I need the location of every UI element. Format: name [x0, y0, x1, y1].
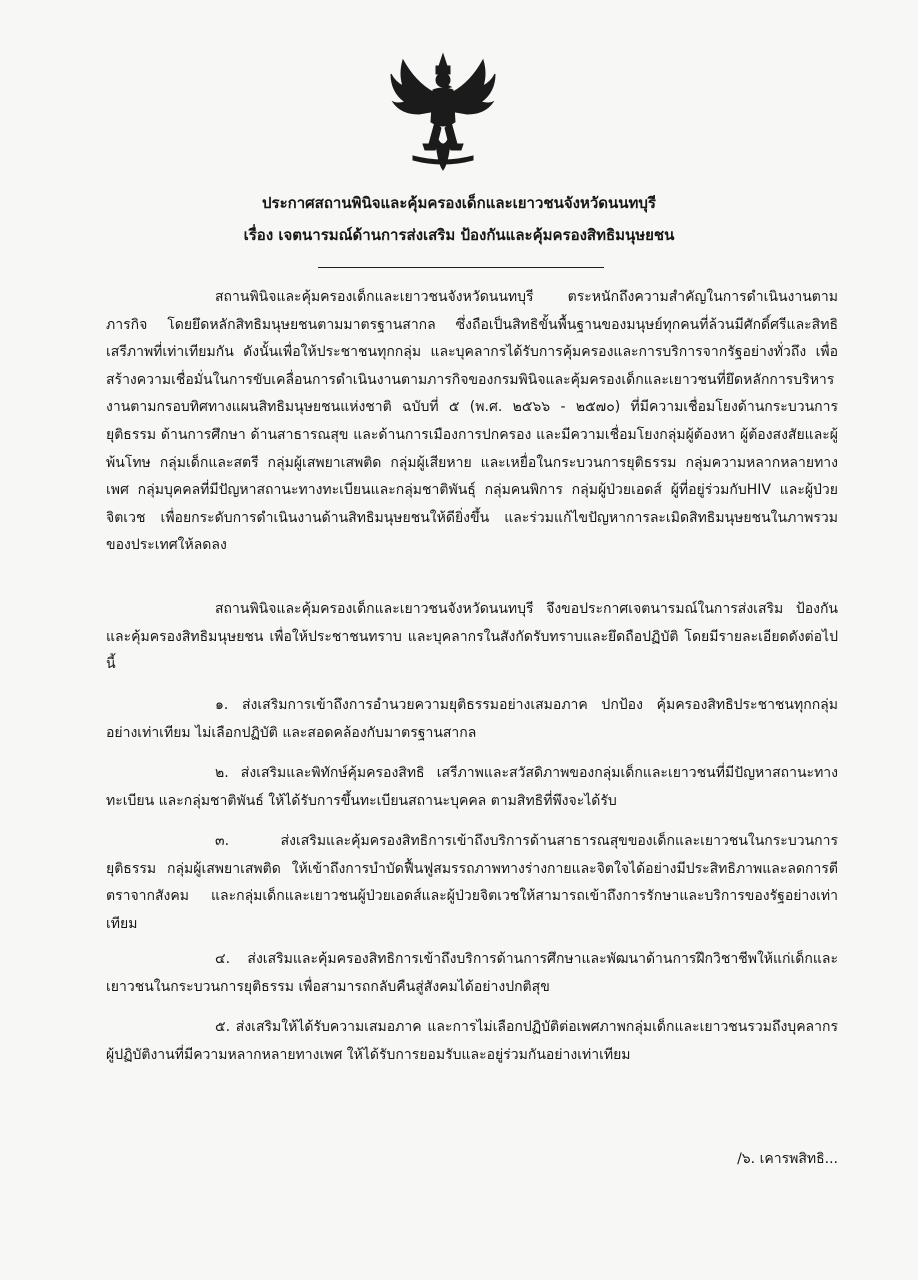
list-item-4: ๔. ส่งเสริมและคุ้มครองสิทธิการเข้าถึงบริการด้านการศึกษาและพัฒนาด้านการฝึกวิชาชีพให้แก่เด็กและเยาวชนในกระบวนการยุติธรรม เพื่อสามารถกลับคืนสู่สังคมได้อย่างปกติสุข: [106, 951, 838, 995]
list-item-5: ๕. ส่งเสริมให้ได้รับความเสมอภาค และการไม่เลือกปฏิบัติต่อเพศภาพกลุ่มเด็กและเยาวชนรวมถึงบุคลากรผู้ปฏิบัติงานที่มีความหลากหลายทางเพศ ให้ได้รับการยอมรับและอยู่ร่วมกันอย่างเท่าเทียม: [106, 1019, 838, 1063]
intro-paragraph: สถานพินิจและคุ้มครองเด็กและเยาวชนจังหวัดนนทบุรี ตระหนักถึงความสำคัญในการดำเนินงานตามภารกิจ โดยยึดหลักสิทธิมนุษยชนตามมาตรฐานสากล ซึ่งถือเป็นสิทธิขั้นพื้นฐานของมนุษย์ทุกคนที่ล้วนมีศักดิ์ศรีและสิทธิเสรีภาพที่เท่าเทียมกัน ดังนั้นเพื่อให้ประชาชนทุกกลุ่ม และบุคลากรได้รับการคุ้มครองและการบริการจากรัฐอย่างทั่วถึง เพื่อสร้างความเชื่อมั่นในการขับเคลื่อนการดำเนินงานตามภารกิจของกรมพินิจและคุ้มครองเด็กและเยาวชนที่ยึดหลักการบริหารงานตามกรอบทิศทางแผนสิทธิมนุษยชนแห่งชาติ ฉบับที่ ๕ (พ.ศ. ๒๕๖๖ - ๒๕๗๐) ที่มีความเชื่อมโยงด้านกระบวนการยุติธรรม ด้านการศึกษา ด้านสาธารณสุข และด้านการเมืองการปกครอง และมีความเชื่อมโยงกลุ่มผู้ต้องหา ผู้ต้องสงสัยและผู้พ้นโทษ กลุ่มเด็กและสตรี กลุ่มผู้เสพยาเสพติด กลุ่มผู้เสียหาย และเหยื่อในกระบวนการยุติธรรม กลุ่มความหลากหลายทางเพศ กลุ่มบุคคลที่มีปัญหาสถานะทางทะเบียนและกลุ่มชาติพันธุ์ กลุ่มคนพิการ กลุ่มผู้ป่วยเอดส์ ผู้ที่อยู่ร่วมกับHIV และผู้ป่วยจิตเวช เพื่อยกระดับการดำเนินงานด้านสิทธิมนุษยชนให้ดียิ่งขึ้น และร่วมแก้ไขปัญหาการละเมิดสิทธิมนุษยชนในภาพรวมของประเทศให้ลดลง: [106, 289, 838, 554]
list-item-3: ๓. ส่งเสริมและคุ้มครองสิทธิการเข้าถึงบริการด้านสาธารณสุขของเด็กและเยาวชนในกระบวนการยุติธรรม กลุ่มผู้เสพยาเสพติด ให้เข้าถึงการบำบัดฟื้นฟูสมรรถภาพทางร่างกายและจิตใจได้อย่างมีประสิทธิภาพและลดการตีตราจากสังคม และกลุ่มเด็กและเยาวชนผู้ป่วยเอดส์และผู้ป่วยจิตเวชให้สามารถเข้าถึงการรักษาและบริการของรัฐอย่างเท่าเทียม: [106, 833, 838, 932]
announcement-subject: เรื่อง เจตนารมณ์ด้านการส่งเสริม ป้องกันและคุ้มครองสิทธิมนุษยชน: [243, 226, 675, 244]
page-continuation-marker: /๖. เคารพสิทธิ...: [737, 1151, 838, 1167]
announcement-paragraph: สถานพินิจและคุ้มครองเด็กและเยาวชนจังหวัดนนทบุรี จึงขอประกาศเจตนารมณ์ในการส่งเสริม ป้องกัน และคุ้มครองสิทธิมนุษยชน เพื่อให้ประชาชนทราบ และบุคลากรในสังกัดรับทราบและยึดถือปฏิบัติ โดยมีรายละเอียดดังต่อไปนี้: [106, 601, 838, 673]
list-item-2: ๒. ส่งเสริมและพิทักษ์คุ้มครองสิทธิ เสรีภาพและสวัสดิภาพของกลุ่มเด็กและเยาวชนที่มีปัญหาสถานะทางทะเบียน และกลุ่มชาติพันธ์ ให้ได้รับการขึ้นทะเบียนสถานะบุคคล ตามสิทธิที่พึงจะได้รับ: [106, 765, 838, 809]
title-divider: [318, 267, 604, 268]
garuda-emblem-icon: [389, 52, 497, 172]
announcement-title: ประกาศสถานพินิจและคุ้มครองเด็กและเยาวชนจังหวัดนนทบุรี: [262, 194, 656, 212]
list-item-1: ๑. ส่งเสริมการเข้าถึงการอำนวยความยุติธรรมอย่างเสมอภาค ปกป้อง คุ้มครองสิทธิประชาชนทุกกลุ่มอย่างเท่าเทียม ไม่เลือกปฏิบัติ และสอดคล้องกับมาตรฐานสากล: [106, 697, 838, 741]
